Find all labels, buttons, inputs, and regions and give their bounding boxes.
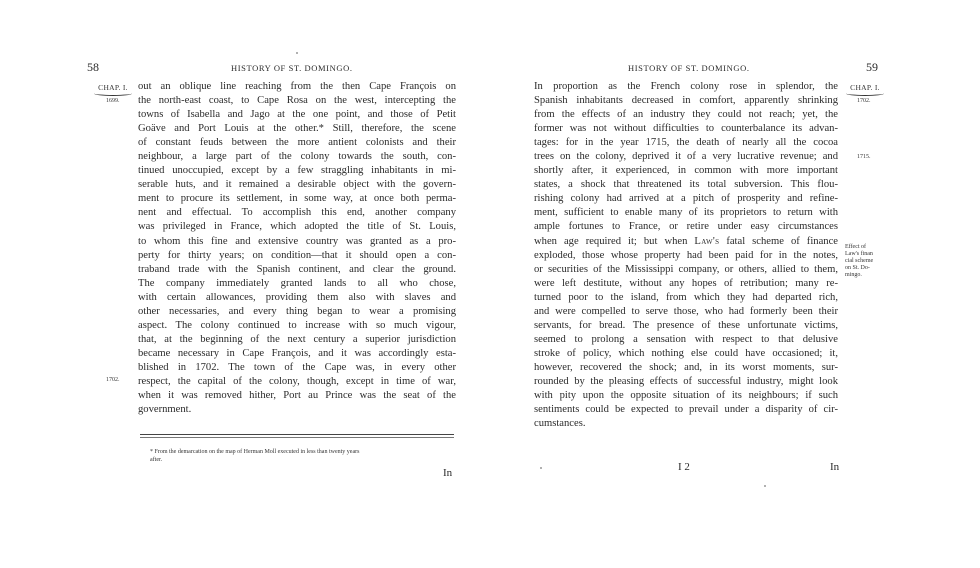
text-line: aspect. The colony continued to increase with so much vigour, [138,319,456,331]
text-line: rishing colony had arrived at a pitch of prosperity and refine- [534,193,838,205]
text-line: was privileged in France, which adopted the title of St. Louis, [138,221,456,233]
margin-note-line: on St. Do- [845,265,870,271]
body-text [534,80,838,431]
footnote-rule [140,434,454,435]
margin-note-line: Law's finan [845,251,873,257]
text-line: stroke of policy, which nothing else could have occasioned; it, [534,347,838,359]
margin-chapter [92,84,134,98]
text-line: former was not without difficulties to counterbalance its advan- [534,123,838,135]
text-line: when it was removed hither, Port au Prince was the seat of the [138,390,456,402]
page-number: 59 [866,60,878,74]
text-line: cumstances. [534,418,586,430]
text-line: In proportion as the French colony rose in splendor, the [534,81,838,92]
text-line: however, recovered the shock; and, in its worst moments, sur- [534,361,838,373]
text-line: other necessaries, and every thing began to wear a promising [138,305,456,317]
text-line: or securities of the Mississippi company, or others, allied to them, [534,263,838,275]
right-page [490,0,980,568]
text-line: ment, sufficient to enable many of its proprietors to return with [534,207,838,219]
margin-year: 1699. [106,98,120,104]
law-name: Law's [694,235,720,247]
footnote-line: * From the demarcation on the map of Herman Moll executed in less than twenty years [150,449,360,455]
text-line: ment to procure its settlement, in some way, at once both perma- [138,193,456,205]
text-line: turned poor to the island, from which they had departed rich, [534,291,838,303]
catchword: In [830,461,840,473]
text-line: seemed to prolong a sensation with respect to that delusive [534,333,838,345]
margin-year: 1702. [857,98,871,104]
chapter-label: CHAP. I. [850,83,880,92]
text-fragment: fatal scheme of finance [719,235,838,247]
text-line: government. [138,404,192,416]
margin-note-line: Effect of [845,244,867,250]
margin-note-line: cial scheme [845,258,874,264]
text-line: with certain allowances, providing them also with slaves and [138,291,456,303]
paper-speck [764,485,766,487]
text-line: servants, for bread. The presence of these unfortunate victims, [534,319,838,331]
text-line: blished in 1702. The town of the Cape was, in every other [138,361,456,373]
page-number: 58 [87,60,99,74]
text-line: out an oblique line reaching from the then Cape François on [138,81,456,92]
text-line: and were compelled to serve those, who had formerly been their [534,305,838,317]
text-line: perty for thirty years; on condition—that it should open a con- [138,249,456,261]
text-line: towns of Isabella and Jago at the one point, and those of Petit [138,109,456,121]
signature-mark: I 2 [678,461,690,473]
paper-speck [296,52,298,54]
text-fragment: when age required it; but when [534,235,695,247]
text-line [534,235,838,249]
margin-year: 1715. [857,154,871,160]
text-line: states, a shock that threatened its total subversion. This flou- [534,179,838,191]
text-line: tages: for in the year 1715, the death of nearly all the cocoa [534,137,838,149]
text-line: tinued unoccupied, except by a few straggling inhabitants in mi- [138,165,456,177]
margin-note [845,244,873,279]
text-line: rounded by the pleasing effects of successful industry, might look [534,375,838,387]
chapter-label: CHAP. I. [98,83,128,92]
running-head: HISTORY OF ST. DOMINGO. [628,63,750,73]
text-line: trees on the colony, deprived it of a very lucrative revenue; and [534,151,838,163]
footnote-rule [140,437,454,438]
text-line: ample fortunes to France, or retire under easy circumstances [534,221,838,233]
text-line: became necessary in Cape François, and it was accordingly esta- [138,347,456,359]
margin-note-line: mingo. [845,272,862,278]
text-line: nent and effectual. To accomplish this end, another company [138,207,456,219]
text-line: Spanish inhabitants decreased in comfort, apparently shrinking [534,95,838,107]
text-line: were left destitute, without any hopes of retribution; many re- [534,277,838,289]
text-line: from the effects of an industry they could not reach; yet, the [534,109,838,121]
text-line: traband trade with the Spanish continent, and clear the ground. [138,263,456,275]
text-line: neighbour, a large part of the colony towards the south, con- [138,151,456,163]
text-line: respect, the capital of the colony, though, except in time of war, [138,375,456,387]
text-line: The company immediately granted lands to all who chose, [138,277,456,289]
catchword: In [443,467,453,479]
text-line: serable huts, and it remained a desirable object with the govern- [138,179,456,191]
text-line: that, at the beginning of the next century a superior jurisdiction [138,333,456,345]
text-line: to whom this fine and extensive country was granted as a pro- [138,235,456,247]
margin-year: 1702. [106,377,120,383]
text-line: Goäve and Port Louis at the other.* Still, therefore, the scene [138,123,456,135]
text-line: of constant feuds between the more antient colonists and their [138,137,456,149]
text-line: shortly after, it experienced, in common with more important [534,165,838,177]
body-text [138,80,456,417]
running-head: HISTORY OF ST. DOMINGO. [231,63,353,73]
text-line: sentiments could be expected to prevail under a disparity of cir- [534,404,838,416]
text-line: the north-east coast, to Cape Rosa on the west, intercepting the [138,95,456,107]
paper-speck [540,467,542,469]
text-line: with pity upon the opposite situation of its neighbours; if such [534,390,838,402]
footnote [150,448,460,464]
margin-chapter [844,84,886,98]
footnote-line: after. [150,457,163,463]
text-line: exploded, those whose property had been paid for in the notes, [534,249,838,261]
